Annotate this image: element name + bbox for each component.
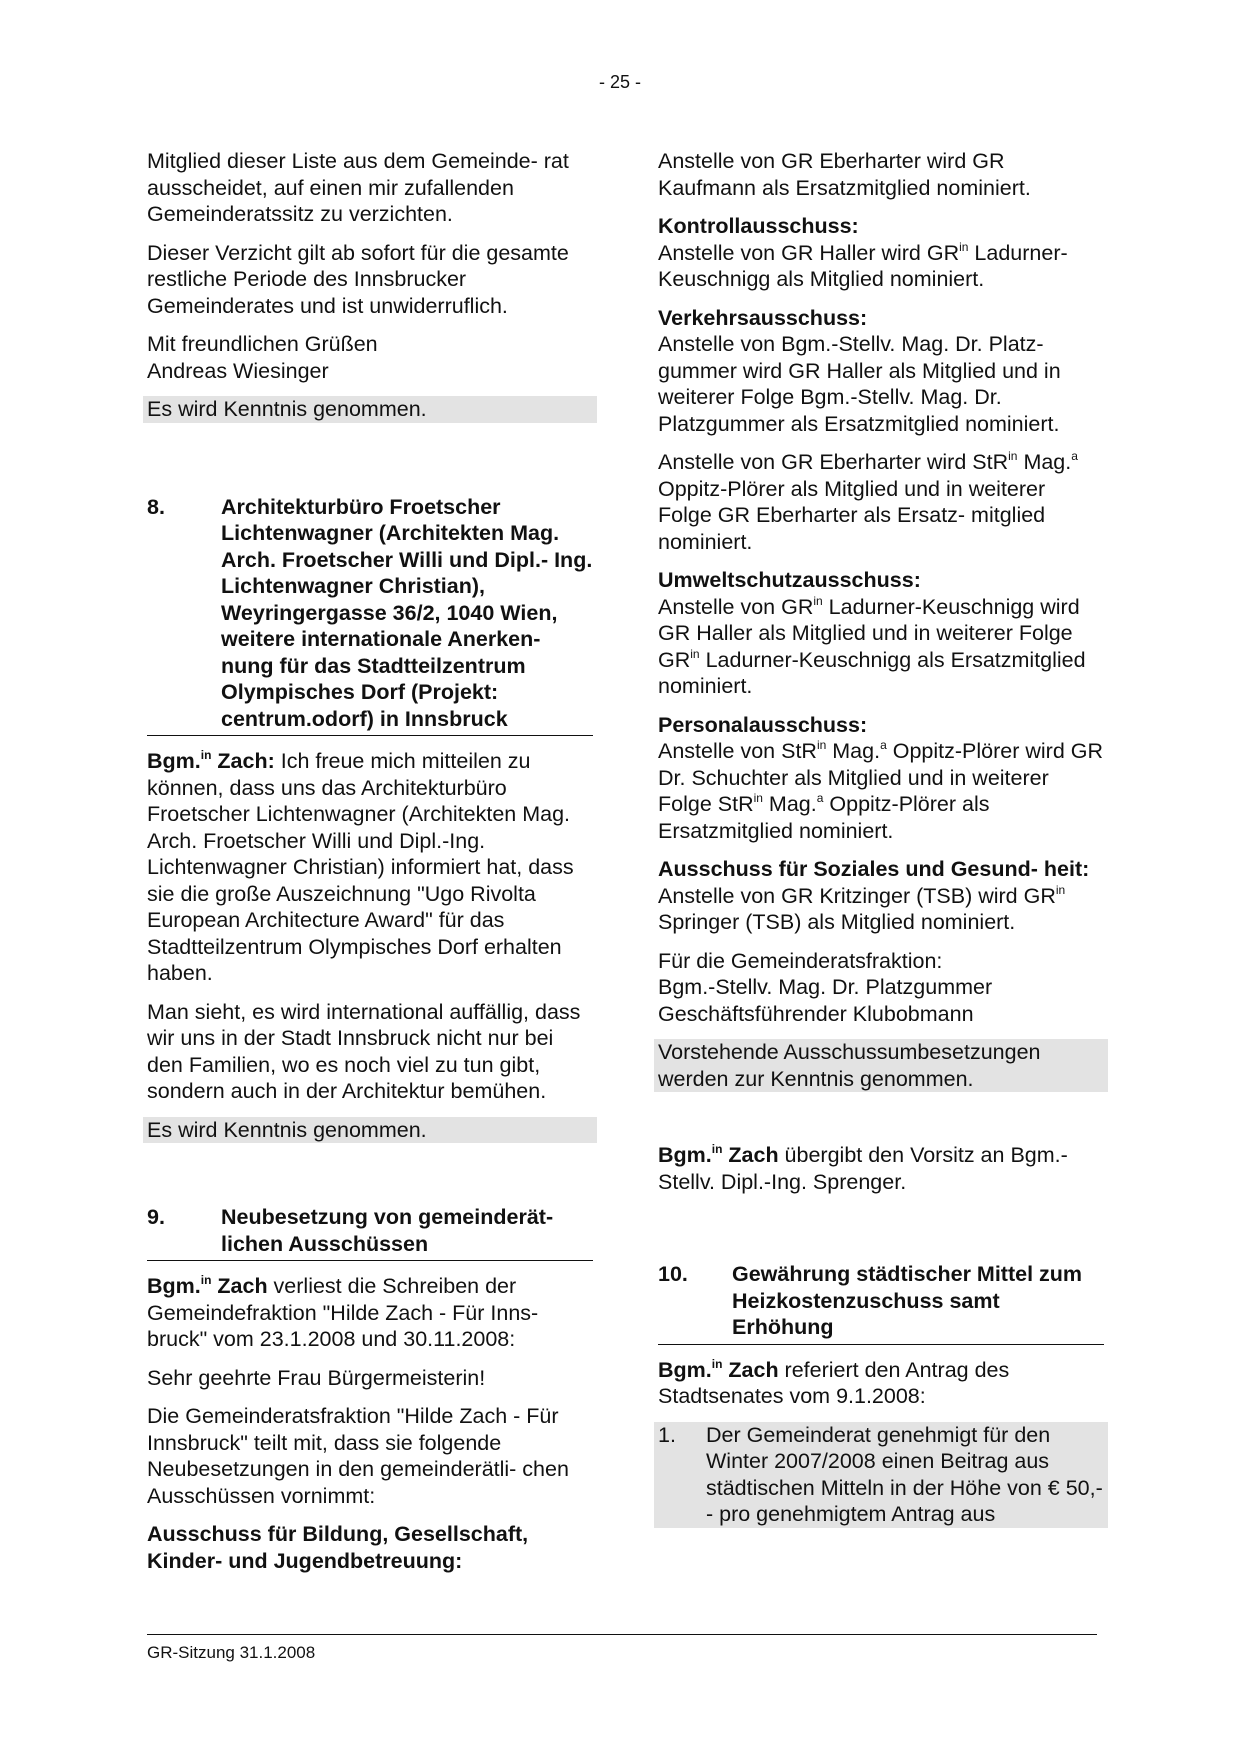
signature-line: Bgm.-Stellv. Mag. Dr. Platzgummer — [658, 975, 993, 999]
superscript: in — [753, 791, 763, 805]
speaker-paragraph — [658, 1142, 1104, 1195]
paragraph: Die Gemeinderatsfraktion "Hilde Zach - Für Innsbruck" teilt mit, dass sie folgende Neubesetzungen in den gemeinderätli- chen Ausschüssen vornimmt: — [147, 1404, 569, 1508]
salutation: Sehr geehrte Frau Bürgermeisterin! — [147, 1365, 486, 1390]
resolution-list-item — [654, 1422, 1108, 1528]
agenda-item-number: 9. — [147, 1205, 165, 1229]
paragraph: Mitglied dieser Liste aus dem Gemeinde- rat ausscheidet, auf einen mir zufallenden Gemeinderatssitz zu verzichten. — [147, 149, 569, 226]
agenda-item-10-heading — [658, 1261, 1104, 1345]
text-run: Anstelle von GR Eberharter wird StR — [658, 450, 1009, 474]
superscript: in — [1055, 882, 1066, 897]
speaker-label — [147, 749, 275, 773]
committee-heading: Verkehrsausschuss: — [658, 305, 868, 330]
paragraph — [658, 449, 1104, 555]
agenda-item-8-heading — [147, 494, 593, 737]
notice-shaded: Es wird Kenntnis genommen. — [143, 1117, 597, 1144]
left-column — [147, 148, 593, 1586]
agenda-item-number: 8. — [147, 494, 165, 519]
agenda-item-title: Gewährung städtischer Mittel zum Heizkostenzuschuss samt Erhöhung — [732, 1262, 1083, 1339]
text-run: Oppitz-Plörer als Ersatzmitglied nominiert. — [658, 792, 990, 843]
text-run: Ladurner-Keuschnigg als Ersatzmitglied nominiert. — [658, 647, 1086, 698]
committee-heading: Umweltschutzausschuss: — [658, 568, 921, 592]
superscript: in — [1008, 449, 1018, 463]
speaker-paragraph — [147, 1273, 593, 1353]
committee-block — [658, 305, 1104, 438]
text-run: Mag. — [762, 792, 817, 816]
speaker-label — [147, 1274, 268, 1298]
speaker-paragraph — [147, 748, 593, 987]
superscript: a — [1071, 449, 1078, 463]
committee-block — [658, 712, 1104, 845]
superscript: in — [813, 593, 823, 608]
text-run: Oppitz-Plörer wird GR Dr. Schuchter als Mitglied und in weiterer Folge StR — [658, 739, 1104, 816]
superscript: a — [816, 791, 824, 805]
text-run: Anstelle von GR — [658, 594, 814, 619]
paragraph: Dieser Verzicht gilt ab sofort für die gesamte restliche Periode des Innsbrucker Gemeinderates und ist unwiderruflich. — [147, 240, 569, 318]
committee-heading: Personalausschuss: — [658, 712, 868, 737]
text-run: Mag. — [1017, 450, 1072, 474]
agenda-item-9-heading — [147, 1204, 593, 1261]
committee-block — [658, 856, 1104, 936]
speech-text: Ich freue mich mitteilen zu können, dass uns das Architekturbüro Froetscher Lichtenwagner (Architekten Mag. Arch. Froetscher Willi und Dipl.-Ing. Lichtenwagner Christian) informiert hat, dass sie die große Auszeichnung "Ugo Rivolta European Architecture Award" für das Stadtteilzentrum Olympisches Dorf erhalten haben. — [147, 749, 574, 985]
text-run: Anstelle von StR — [658, 739, 817, 763]
speaker-title: Bgm. — [147, 1274, 201, 1298]
closing-signature: Andreas Wiesinger — [147, 358, 329, 383]
superscript: in — [200, 1273, 212, 1287]
committee-heading: Ausschuss für Soziales und Gesund- heit: — [658, 857, 1090, 881]
committee-block — [658, 213, 1104, 293]
page-number: - 25 - — [598, 72, 641, 92]
paragraph: Anstelle von GR Eberharter wird GR Kaufmann als Ersatzmitglied nominiert. — [658, 149, 1031, 200]
agenda-item-title: Neubesetzung von gemeinderät- lichen Ausschüssen — [221, 1205, 554, 1256]
agenda-item-number: 10. — [658, 1262, 688, 1286]
superscript: in — [959, 239, 969, 254]
committee-heading: Kontrollausschuss: — [658, 214, 859, 238]
text-run: Springer (TSB) als Mitglied nominiert. — [658, 910, 1016, 934]
agenda-item-title: Architekturbüro Froetscher Lichtenwagner (Architekten Mag. Arch. Froetscher Willi und Dipl.- Ing. Lichtenwagner Christian), Weyringergasse 36/2, 1040 Wien, weitere internationale Anerken- nung für das Stadtteilzentrum Olympisches Dorf (Projekt: centrum.odorf) in Innsbruck — [221, 494, 593, 731]
committee-block — [658, 567, 1104, 700]
signature-line: Für die Gemeinderatsfraktion: — [658, 948, 943, 973]
notice-shaded: Es wird Kenntnis genommen. — [143, 396, 597, 423]
right-column — [658, 148, 1104, 1528]
text-run: Ladurner-Keuschnigg wird GR Haller als Mitglied und in weiterer Folge GR — [658, 594, 1080, 672]
committee-text: Ladurner-Keuschnigg als Mitglied nominiert. — [658, 240, 1068, 291]
speaker-name: Zach — [211, 1274, 268, 1298]
superscript: a — [880, 738, 887, 752]
closing — [147, 331, 593, 384]
superscript: in — [711, 1356, 723, 1371]
committee-heading: Ausschuss für Bildung, Gesellschaft, Kinder- und Jugendbetreuung: — [147, 1522, 529, 1573]
superscript: in — [816, 738, 827, 752]
text-run: Mag. — [826, 739, 881, 763]
speaker-title: Bgm. — [658, 1357, 712, 1382]
signature-block — [658, 948, 1104, 1028]
speaker-paragraph — [658, 1357, 1104, 1410]
closing-greeting: Mit freundlichen Grüßen — [147, 332, 378, 356]
text-run: Anstelle von GR Kritzinger (TSB) wird GR — [658, 883, 1056, 908]
superscript: in — [200, 748, 212, 762]
speaker-title: Bgm. — [147, 749, 201, 773]
page-footer: GR-Sitzung 31.1.2008 — [147, 1634, 1097, 1663]
list-text: Der Gemeinderat genehmigt für den Winter 2007/2008 einen Beitrag aus städtischen Mitteln in der Höhe von € 50,-- pro genehmigtem Antrag aus — [706, 1422, 1103, 1526]
notice-shaded: Vorstehende Ausschussumbesetzungen werden zur Kenntnis genommen. — [654, 1039, 1108, 1092]
list-number: 1. — [658, 1422, 676, 1447]
speech-text: referiert den Antrag des Stadtsenates vom 9.1.2008: — [658, 1357, 1010, 1408]
speaker-title: Bgm. — [658, 1143, 712, 1167]
speaker-label — [658, 1143, 779, 1167]
speech-text: übergibt den Vorsitz an Bgm.-Stellv. Dipl.-Ing. Sprenger. — [658, 1143, 1068, 1194]
speaker-name: Zach — [722, 1357, 779, 1382]
superscript: in — [711, 1142, 723, 1156]
committee-text: Anstelle von GR Haller wird GR — [658, 240, 960, 265]
paragraph: Man sieht, es wird international auffällig, dass wir uns in der Stadt Innsbruck nicht nur bei den Familien, wo es noch viel zu tun gibt, sondern auch in der Architektur bemühen. — [147, 999, 581, 1103]
committee-text: Anstelle von Bgm.-Stellv. Mag. Dr. Platz- gummer wird GR Haller als Mitglied und in weiterer Folge Bgm.-Stellv. Mag. Dr. Platzgummer als Ersatzmitglied nominiert. — [658, 332, 1061, 436]
speaker-label — [658, 1358, 779, 1382]
signature-line: Geschäftsführender Klubobmann — [658, 1001, 974, 1026]
speech-text: verliest die Schreiben der Gemeindefraktion "Hilde Zach - Für Inns- bruck" vom 23.1.2008 und 30.11.2008: — [147, 1274, 539, 1351]
speaker-name: Zach: — [211, 749, 275, 773]
text-run: Oppitz-Plörer als Mitglied und in weiterer Folge GR Eberharter als Ersatz- mitglied nominiert. — [658, 476, 1046, 554]
superscript: in — [690, 646, 700, 661]
speaker-name: Zach — [722, 1143, 779, 1167]
